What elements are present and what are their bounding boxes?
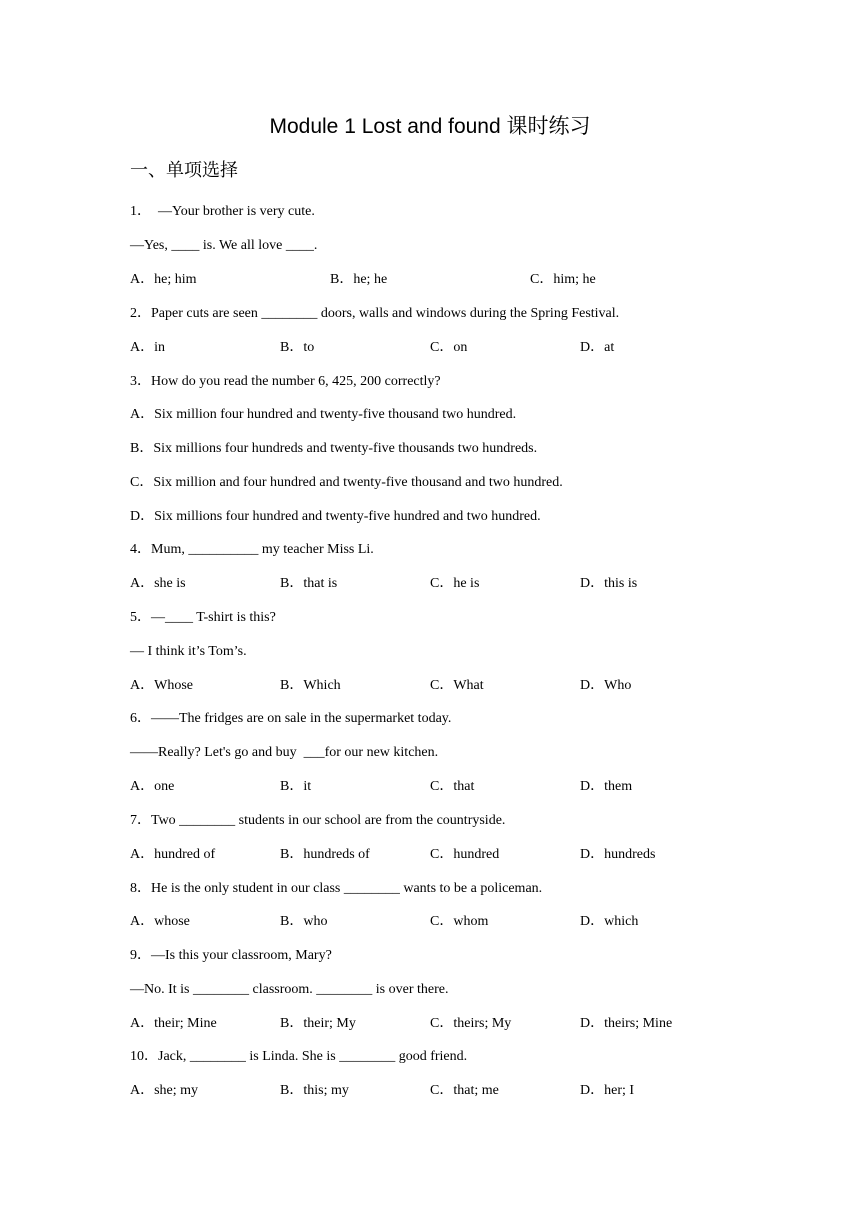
question-4-option-c: C．he is [430, 576, 480, 591]
question-8-stem: 8．He is the only student in our class ________ wants to be a policeman. [130, 881, 543, 896]
question-4-option-b: B．that is [280, 576, 338, 591]
question-6-option-d: D．them [580, 779, 633, 794]
question-3-option-d: D．Six millions four hundred and twenty-five hundred and two hundred. [130, 509, 541, 524]
question-6-option-c: C．that [430, 779, 475, 794]
question-2-stem: 2．Paper cuts are seen ________ doors, walls and windows during the Spring Festival. [130, 306, 620, 321]
question-1-stem-line-2: —Yes, ____ is. We all love ____. [130, 238, 318, 253]
question-2-option-d: D．at [580, 340, 615, 355]
page-title: Module 1 Lost and found 课时练习 [269, 115, 591, 138]
question-10-option-c: C．that; me [430, 1083, 499, 1098]
question-5-option-c: C．What [430, 678, 484, 693]
question-3-option-a: A．Six million four hundred and twenty-five thousand two hundred. [130, 407, 517, 422]
question-7-option-d: D．hundreds [580, 847, 656, 862]
question-5-stem: 5．—____ T-shirt is this? [130, 610, 276, 625]
question-9-option-d: D．theirs; Mine [580, 1016, 673, 1031]
question-10-option-b: B．this; my [280, 1083, 349, 1098]
question-4-option-a: A．she is [130, 576, 186, 591]
question-7-stem: 7．Two ________ students in our school are from the countryside. [130, 813, 506, 828]
question-2-option-c: C．on [430, 340, 468, 355]
question-3-option-b: B．Six millions four hundreds and twenty-five thousands two hundreds. [130, 441, 538, 456]
question-9-option-c: C．theirs; My [430, 1016, 512, 1031]
question-9-option-b: B．their; My [280, 1016, 356, 1031]
question-9-stem-line-2: —No. It is ________ classroom. ________ is over there. [130, 982, 449, 997]
question-8-option-b: B．who [280, 914, 328, 929]
question-3-option-c: C．Six million and four hundred and twenty-five thousand and two hundred. [130, 475, 563, 490]
question-10-option-a: A．she; my [130, 1083, 199, 1098]
question-5-option-b: B．Which [280, 678, 341, 693]
question-6-stem: 6．——The fridges are on sale in the supermarket today. [130, 711, 452, 726]
question-9-stem: 9．—Is this your classroom, Mary? [130, 948, 332, 963]
question-1-option-b: B．he; he [330, 272, 388, 287]
question-2-option-b: B．to [280, 340, 315, 355]
question-9-option-a: A．their; Mine [130, 1016, 217, 1031]
question-5-stem-line-2: — I think it’s Tom’s. [130, 644, 247, 659]
question-2-option-a: A．in [130, 340, 165, 355]
question-8-option-c: C．whom [430, 914, 489, 929]
question-1-option-c: C．him; he [530, 272, 596, 287]
question-7-option-c: C．hundred [430, 847, 500, 862]
question-4-option-d: D．this is [580, 576, 638, 591]
question-6-option-b: B．it [280, 779, 312, 794]
question-3-stem: 3．How do you read the number 6, 425, 200 correctly? [130, 374, 441, 389]
question-5-option-a: A．Whose [130, 678, 193, 693]
question-4-stem: 4．Mum, __________ my teacher Miss Li. [130, 542, 374, 557]
question-10-stem: 10．Jack, ________ is Linda. She is ________ good friend. [130, 1049, 468, 1064]
question-6-stem-line-2: ——Really? Let's go and buy ___for our new kitchen. [130, 745, 439, 760]
question-7-option-a: A．hundred of [130, 847, 216, 862]
question-8-option-d: D．which [580, 914, 639, 929]
question-10-option-d: D．her; I [580, 1083, 635, 1098]
question-8-option-a: A．whose [130, 914, 190, 929]
question-6-option-a: A．one [130, 779, 175, 794]
question-7-option-b: B．hundreds of [280, 847, 370, 862]
section-title: 一、单项选择 [130, 160, 238, 181]
question-1-stem: 1． —Your brother is very cute. [130, 204, 315, 219]
question-5-option-d: D．Who [580, 678, 632, 693]
question-1-option-a: A．he; him [130, 272, 197, 287]
